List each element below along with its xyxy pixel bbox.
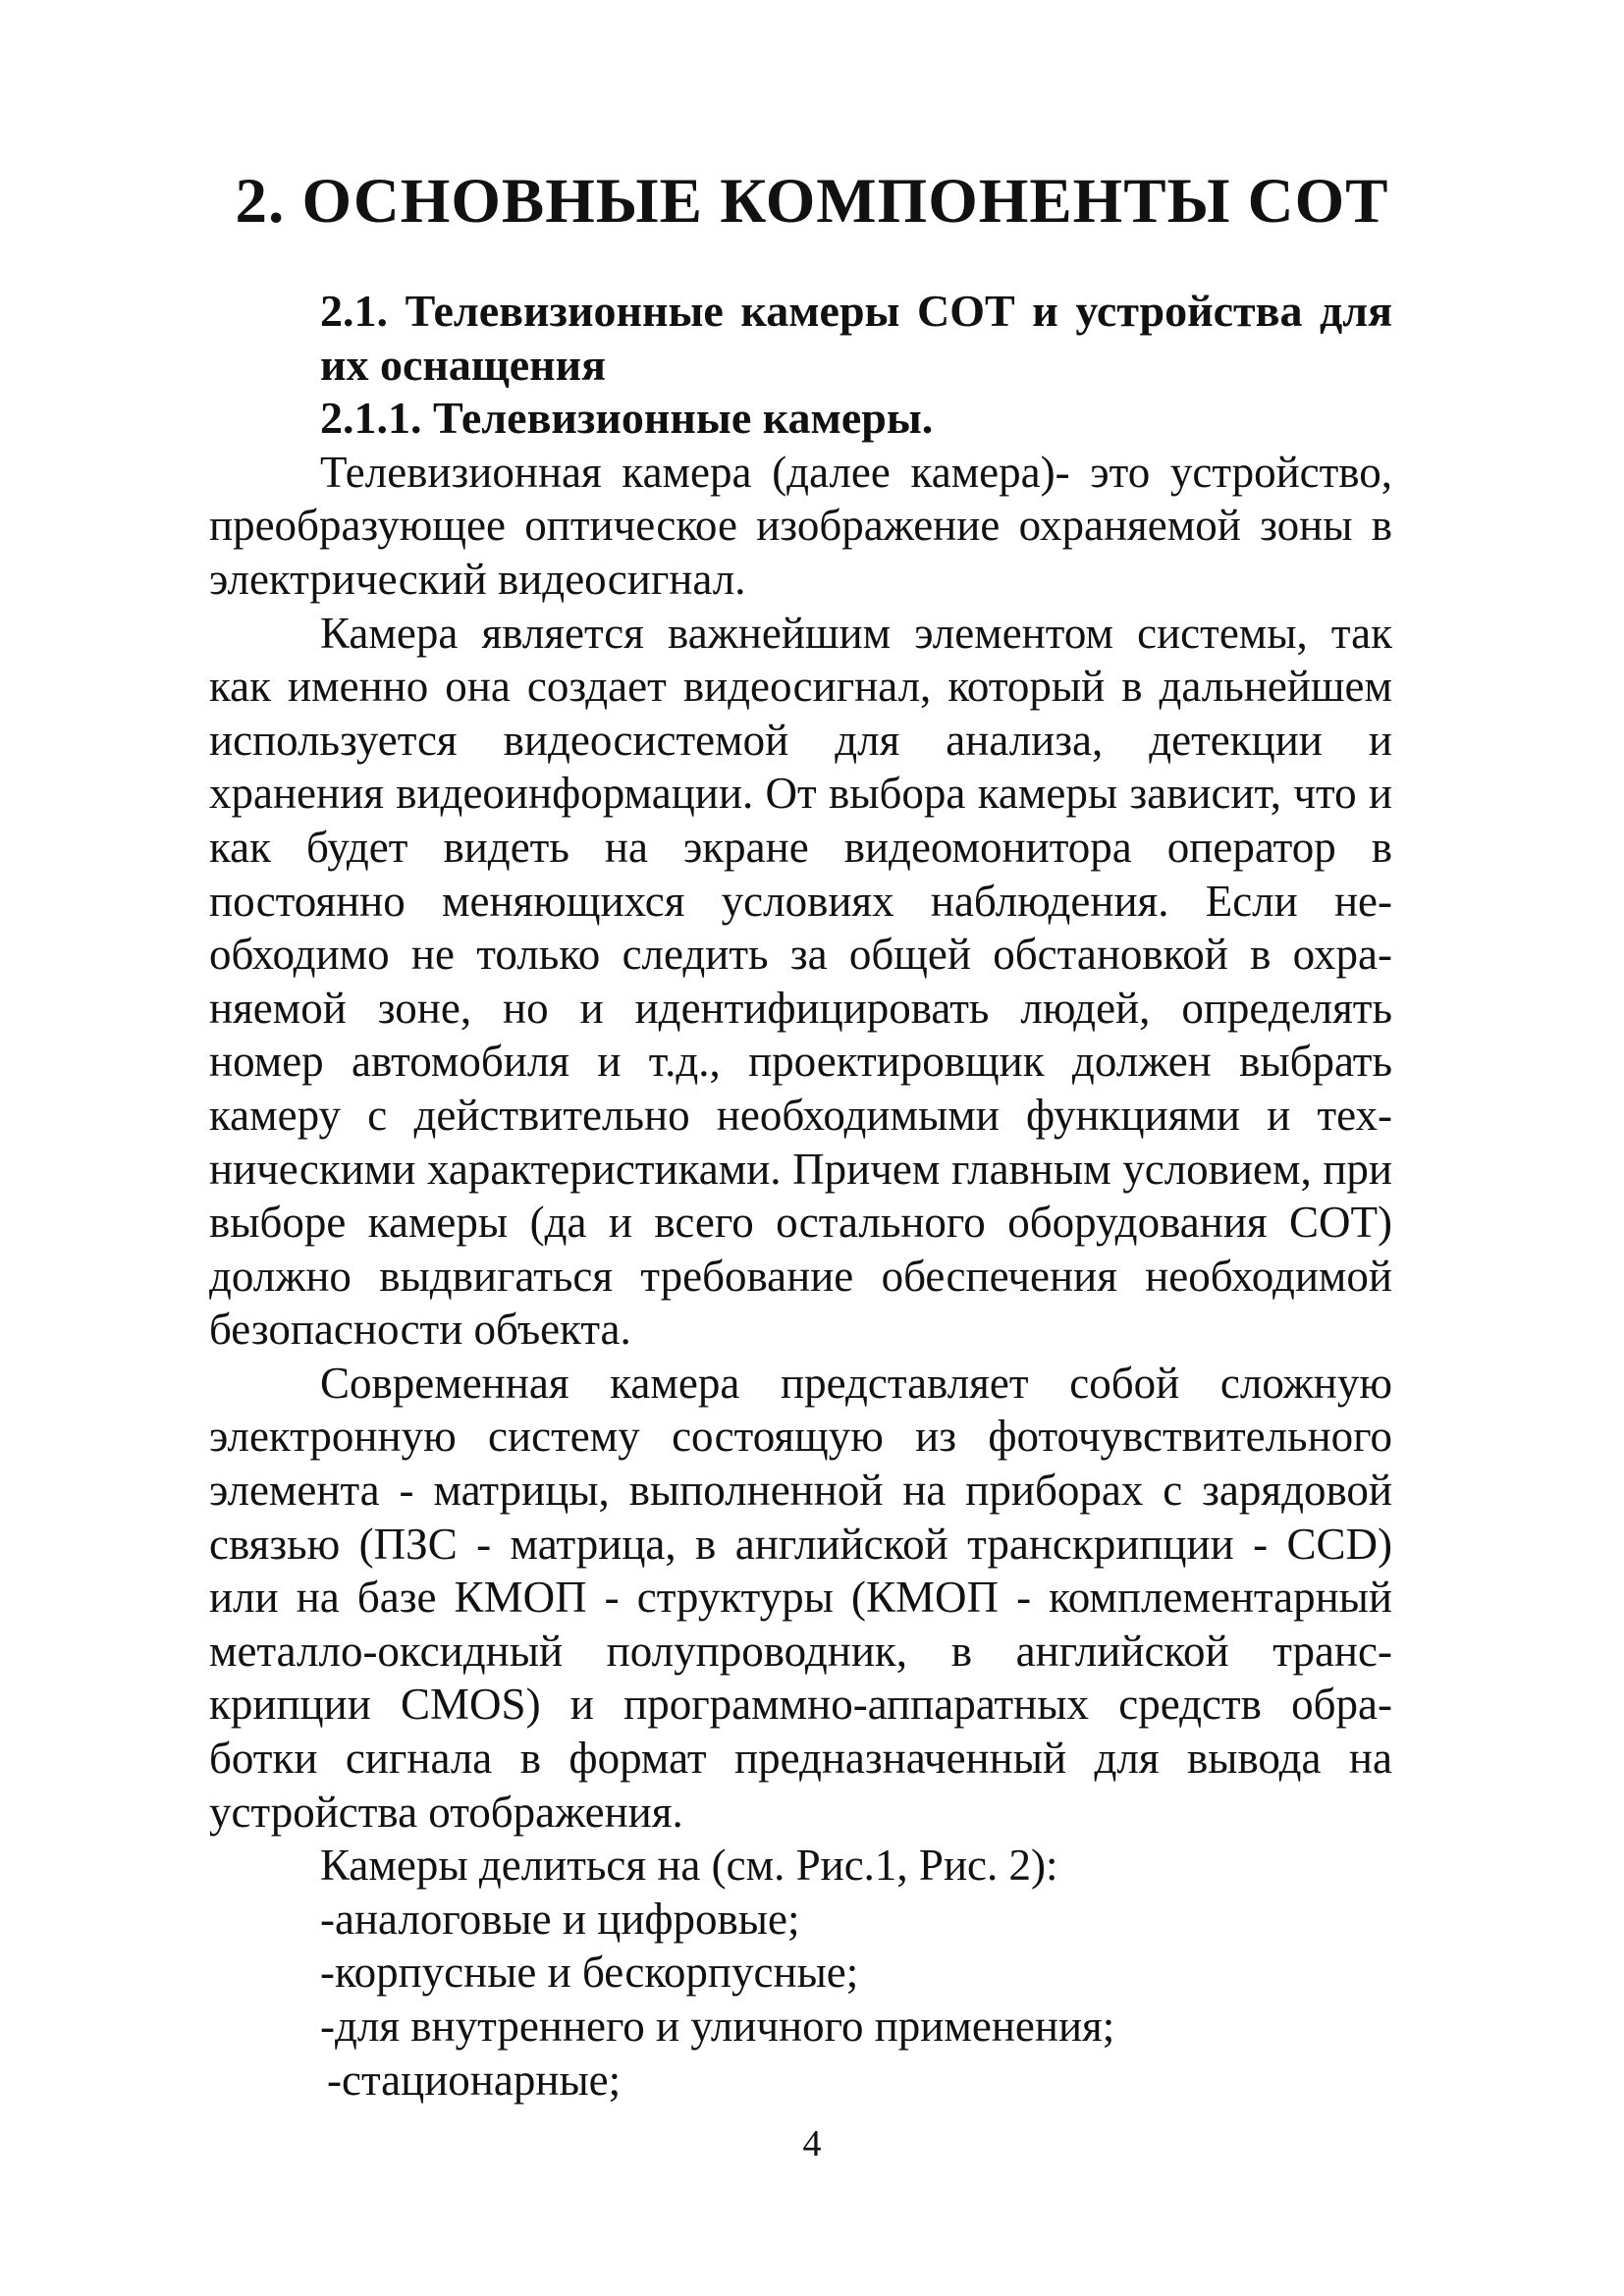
list-item: -для внутреннего и уличного применения; bbox=[320, 2002, 1115, 2051]
paragraph-importance: Камера является важнейшим элементом системы, так как именно она создает видеосигнал, который в дальнейшем используется видеосистемой для анализа, детекции и хранения видеоинформации. От выбора камеры зависит, что и как будет видеть на экране видеомонитора оператор в постоянно меняющихся условиях наблюдения. Если необходимо не только следить за общей обстановкой в охраняемой зоне, но и идентифицировать людей, определять номер автомобиля и т.д., проектировщик должен выбрать камеру с действительно необходимыми функциями и техническими характеристиками. Причем главным условием, при выборе камеры (да и всего остального оборудования СОТ) должно выдвигаться требование обеспечения необходимой безопасности объекта. bbox=[209, 608, 1392, 1355]
paragraph-definition: Телевизионная камера (далее камера)- это устройство, преобразующее оптическое изображение охраняемой зоны в электрический видеосигнал. bbox=[209, 447, 1392, 604]
chapter-title: 2. ОСНОВНЫЕ КОМПОНЕНТЫ СОТ bbox=[235, 166, 1389, 237]
list-item: -аналоговые и цифровые; bbox=[320, 1894, 800, 1944]
page-number: 4 bbox=[802, 2123, 822, 2164]
paragraph-classification: Камеры делиться на (см. Рис.1, Рис. 2): bbox=[320, 1841, 1058, 1891]
page-body bbox=[209, 285, 1392, 2107]
subsection-heading: 2.1.1. Телевизионные камеры. bbox=[320, 393, 934, 444]
list-item: -корпусные и бескорпусные; bbox=[320, 1948, 859, 1998]
camera-types-list bbox=[209, 1893, 1392, 2107]
paragraph-modern-camera: Современная камера представляет собой сложную электронную систему состоящую из фоточувствительного элемента - матрицы, выполненной на приборах с зарядовой связью (ПЗС - матрица, в английской транскрипции - CCD) или на базе КМОП - структуры (КМОП - комплементарный металло-оксидный полупроводник, в английской транскрипции CMOS) и программно-аппаратных средств обработки сигнала в формат предназначенный для вывода на устройства отображения. bbox=[209, 1358, 1392, 1837]
list-item: -стационарные; bbox=[327, 2055, 622, 2105]
section-heading: 2.1. Телевизионные камеры СОТ и устройства для их оснащения bbox=[320, 286, 1392, 390]
